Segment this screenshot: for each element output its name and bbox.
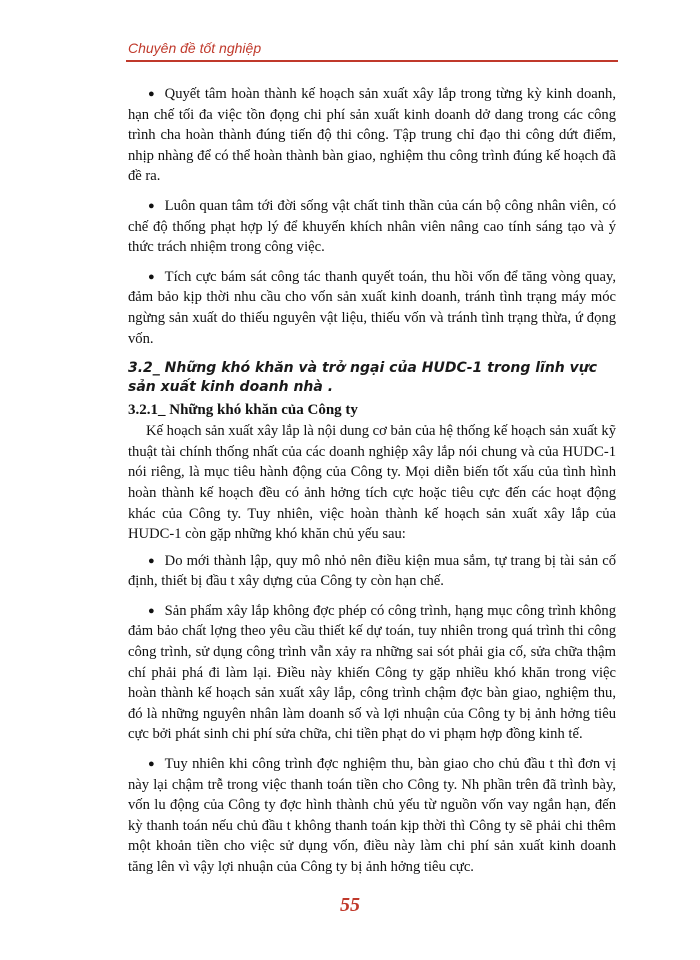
intro-bullet-1 <box>128 84 616 187</box>
header-rule <box>126 60 618 62</box>
bullet-icon: ● <box>148 199 155 212</box>
page-number: 55 <box>340 894 360 916</box>
bullet-text: Tích cực bám sát công tác thanh quyết toán, thu hồi vốn để tăng vòng quay, đảm bảo kịp thời nhu cầu cho vốn sản xuất kinh doanh, tránh tình trạng máy móc ngừng sản xuất do thiếu nguyên vật liệu, thiếu vốn và tránh tình trạng thừa, ứ đọng vốn. <box>128 268 616 347</box>
bullet-icon: ● <box>148 554 155 567</box>
page-header-title: Chuyên đề tốt nghiệp <box>128 40 262 56</box>
bullet-text: Sản phẩm xây lắp không đợc phép có công trình, hạng mục công trình không đảm bảo chất lợng theo yêu cầu thiết kế dự toán, tuy nhiên trong quá trình thi công công trình, sử dụng công trình vẫn xảy ra những sai sót phải gia cố, sửa chữa thậm chí phải phá đi làm lại. Điều này khiến Công ty gặp nhiều khó khăn trong việc hoàn thành kế hoạch sản xuất xây lắp, công trình chậm đợc bàn giao, nghiệm thu, đó là những nguyên nhân làm doanh số và lợi nhuận của Công ty bị ảnh hởng tiêu cực bởi phát sinh chi phí sửa chữa, chi tiền phạt do vi phạm hợp đồng kinh tế. <box>128 602 616 743</box>
subsection-paragraph: Kế hoạch sản xuất xây lắp là nội dung cơ bản của hệ thống kế hoạch sản xuất kỹ thuật tài chính thống nhất của các doanh nghiệp xây lắp nói chung và của HUDC-1 nói riêng, là mục tiêu hành động của Công ty. Mọi diễn biến tốt xấu của tình hình hoàn thành kế hoạch đều có ảnh hởng tích cực hoặc tiêu cực đến các hoạt động khác của Công ty. Tuy nhiên, việc hoàn thành kế hoạch sản xuất xây lắp của HUDC-1 còn gặp những khó khăn chủ yếu sau: <box>128 423 616 543</box>
bullet-icon: ● <box>148 88 155 100</box>
bullet-text: Luôn quan tâm tới đời sống vật chất tinh thần của cán bộ công nhân viên, có chế độ thống phạt hợp lý để khuyến khích nhân viên nâng cao tính sáng tạo và ý thức trách nhiệm trong công việc. <box>128 197 616 256</box>
bullet-text: Quyết tâm hoàn thành kế hoạch sản xuất xây lắp trong từng kỳ kinh doanh, hạn chế tối đa việc tồn đọng chi phí sản xuất kinh doanh dở dang trong các công trình cha hoàn thành đúng tiến độ thi công. Tập trung chỉ đạo thi công dứt điểm, nhịp nhàng để có thể hoàn thành bàn giao, nghiệm thu công trình đúng kế hoạch đã đề ra. <box>128 86 616 185</box>
difficulty-bullet-3 <box>128 754 616 878</box>
bullet-text: Do mới thành lập, quy mô nhỏ nên điều kiện mua sắm, tự trang bị tài sản cố định, thiết bị đầu t xây dựng của Công ty còn hạn chế. <box>128 552 616 590</box>
intro-bullet-2 <box>128 196 616 258</box>
difficulty-bullet-1 <box>128 551 616 592</box>
bullet-icon: ● <box>148 270 155 283</box>
bullet-icon: ● <box>148 758 155 771</box>
bullet-icon: ● <box>148 604 155 617</box>
subsection-heading: 3.2.1_ Những khó khăn của Công ty <box>128 402 358 419</box>
page-content <box>128 84 616 887</box>
bullet-text: Tuy nhiên khi công trình đợc nghiệm thu, bàn giao cho chủ đầu t thì đơn vị này lại chậm trễ trong việc thanh toán tiền cho Công ty. Nh phần trên đã trình bày, vốn lu động của Công ty đợc hình thành chủ yếu từ nguồn vốn vay ngắn hạn, đến kỳ thanh toán nếu chủ đầu t không thanh toán kịp thời thì Công ty sẽ phải chi thêm một khoản tiền cho việc sử dụng vốn, điều này làm chi phí sản xuất kinh doanh tăng lên vì vậy lợi nhuận của Công ty bị ảnh hởng tiêu cực. <box>128 756 616 875</box>
difficulty-bullet-2 <box>128 601 616 745</box>
intro-bullet-3 <box>128 267 616 349</box>
section-heading: 3.2_ Những khó khăn và trở ngại của HUDC-1 trong lĩnh vực sản xuất kinh doanh nhà . <box>128 360 598 396</box>
